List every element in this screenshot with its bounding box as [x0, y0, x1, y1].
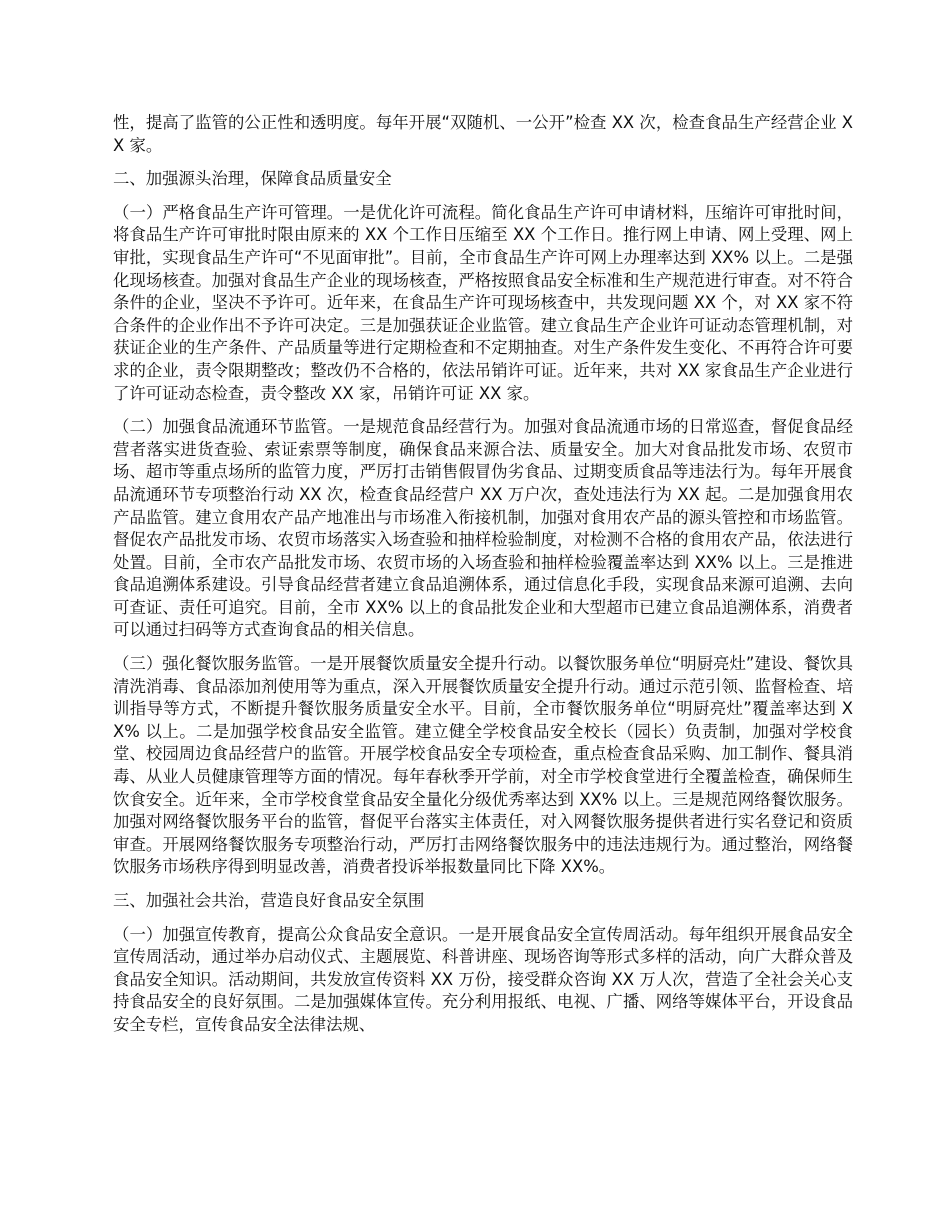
body-paragraph: 性，提高了监管的公正性和透明度。每年开展“双随机、一公开”检查 XX 次，检查食品生产经营企业 XX 家。: [113, 113, 853, 155]
body-paragraph: （一）加强宣传教育，提高公众食品安全意识。一是开展食品安全宣传周活动。每年组织开展食品安全宣传周活动，通过举办启动仪式、主题展览、科普讲座、现场咨询等形式多样的活动，向广大群众普及食品安全知识。活动期间，共发放宣传资料 XX 万份，接受群众咨询 XX 万人次，营造了全社会关心支持食品安全的良好氛围。二是加强媒体宣传。充分利用报纸、电视、广播、网络等媒体平台，开设食品安全专栏，宣传食品安全法律法规、: [113, 924, 853, 1034]
body-paragraph: （二）加强食品流通环节监管。一是规范食品经营行为。加强对食品流通市场的日常巡查，督促食品经营者落实进货查验、索证索票等制度，确保食品来源合法、质量安全。加大对食品批发市场、农贸市场、超市等重点场所的监管力度，严厉打击销售假冒伪劣食品、过期变质食品等违法行为。每年开展食品流通环节专项整治行动 XX 次，检查食品经营户 XX 万户次，查处违法行为 XX 起。二是加强食用农产品监管。建立食用农产品产地准出与市场准入衔接机制，加强对食用农产品的源头管控和市场监管。督促农产品批发市场、农贸市场落实入场查验和抽样检验制度，对检测不合格的食用农产品，依法进行处置。目前，全市农产品批发市场、农贸市场的入场查验和抽样检验覆盖率达到 XX% 以上。三是推进食品追溯体系建设。引导食品经营者建立食品追溯体系，通过信息化手段，实现食品来源可追溯、去向可查证、责任可追究。目前，全市 XX% 以上的食品批发企业和大型超市已建立食品追溯体系，消费者可以通过扫码等方式查询食品的相关信息。: [113, 417, 853, 640]
body-paragraph: （一）严格食品生产许可管理。一是优化许可流程。简化食品生产许可申请材料，压缩许可审批时间，将食品生产许可审批时限由原来的 XX 个工作日压缩至 XX 个工作日。推行网上申请、网上受理、网上审批，实现食品生产许可“不见面审批”。目前，全市食品生产许可网上办理率达到 XX% 以上。二是强化现场核查。加强对食品生产企业的现场核查，严格按照食品安全标准和生产规范进行审查。对不符合条件的企业，坚决不予许可。近年来，在食品生产许可现场核查中，共发现问题 XX 个，对 XX 家不符合条件的企业作出不予许可决定。三是加强获证企业监管。建立食品生产企业许可证动态管理机制，对获证企业的生产条件、产品质量等进行定期检查和不定期抽查。对生产条件发生变化、不再符合许可要求的企业，责令限期整改；整改仍不合格的，依法吊销许可证。近年来，共对 XX 家食品生产企业进行了许可证动态检查，责令整改 XX 家，吊销许可证 XX 家。: [113, 202, 853, 403]
section-heading: 三、加强社会共治，营造良好食品安全氛围: [113, 891, 425, 910]
document-body: [113, 112, 853, 1048]
section-heading: 二、加强源头治理，保障食品质量安全: [113, 169, 392, 189]
body-paragraph: （三）强化餐饮服务监管。一是开展餐饮质量安全提升行动。以餐饮服务单位“明厨亮灶”建设、餐饮具清洗消毒、食品添加剂使用等为重点，深入开展餐饮质量安全提升行动。通过示范引领、监督检查、培训指导等方式，不断提升餐饮服务质量安全水平。目前，全市餐饮服务单位“明厨亮灶”覆盖率达到 XX% 以上。二是加强学校食品安全监管。建立健全学校食品安全校长（园长）负责制，加强对学校食堂、校园周边食品经营户的监管。开展学校食品安全专项检查，重点检查食品采购、加工制作、餐具消毒、从业人员健康管理等方面的情况。每年春秋季开学前，对全市学校食堂进行全覆盖检查，确保师生饮食安全。近年来，全市学校食堂食品安全量化分级优秀率达到 XX% 以上。三是规范网络餐饮服务。加强对网络餐饮服务平台的监管，督促平台落实主体责任，对入网餐饮服务提供者进行实名登记和资质审查。开展网络餐饮服务专项整治行动，严厉打击网络餐饮服务中的违法违规行为。通过整治，网络餐饮服务市场秩序得到明显改善，消费者投诉举报数量同比下降 XX%。: [113, 654, 853, 877]
